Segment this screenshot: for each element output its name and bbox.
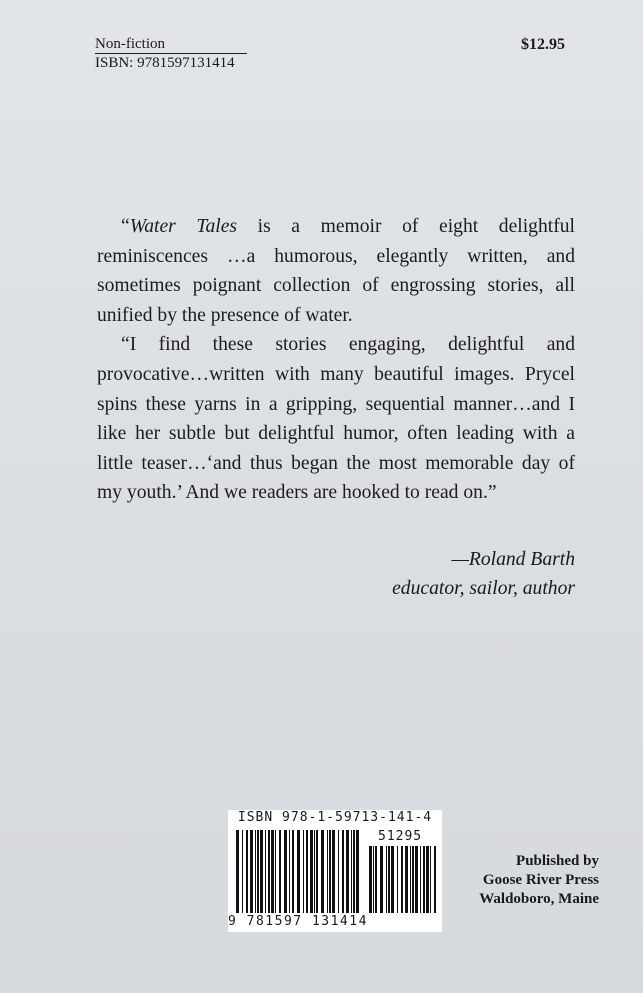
- blurb-open-quote: “: [121, 216, 130, 237]
- blurb: [97, 212, 575, 508]
- genre-label: Non-fiction: [95, 36, 247, 54]
- publisher-info: [479, 852, 599, 909]
- publisher-name: Goose River Press: [482, 872, 599, 888]
- publisher-line-1: Published by: [516, 853, 599, 869]
- barcode-isbn-label: ISBN 978-1-59713-141-4: [237, 810, 433, 825]
- publisher-location: Waldoboro, Maine: [479, 891, 599, 907]
- attribution-role: educator, sailor, author: [392, 578, 575, 599]
- isbn-text: ISBN: 9781597131414: [95, 55, 235, 71]
- blurb-paragraph-1: [97, 212, 575, 330]
- barcode-price-code: 51295: [378, 829, 423, 844]
- blurb-paragraph-1-text: is a memoir of eight delightful reminiscences …a humorous, elegantly written, and sometimes poignant collection of engrossing stories, all unified by the presence of water.: [97, 216, 575, 326]
- blurb-paragraph-2: “I find these stories engaging, delightful and provocative…written with many beautiful images. Prycel spins these yarns in a gripping, sequential manner…and I like her subtle but delightful humor, often leading with a little teaser…‘and thus began the most memorable day of my youth.’ And we readers are hooked to read on.”: [97, 334, 575, 504]
- barcode: [228, 810, 442, 932]
- attribution-name: —Roland Barth: [451, 549, 575, 570]
- price-label: $12.95: [521, 36, 565, 53]
- book-title: Water Tales: [129, 216, 238, 237]
- attribution: [392, 545, 575, 603]
- barcode-digits: 9 781597 131414: [228, 914, 368, 929]
